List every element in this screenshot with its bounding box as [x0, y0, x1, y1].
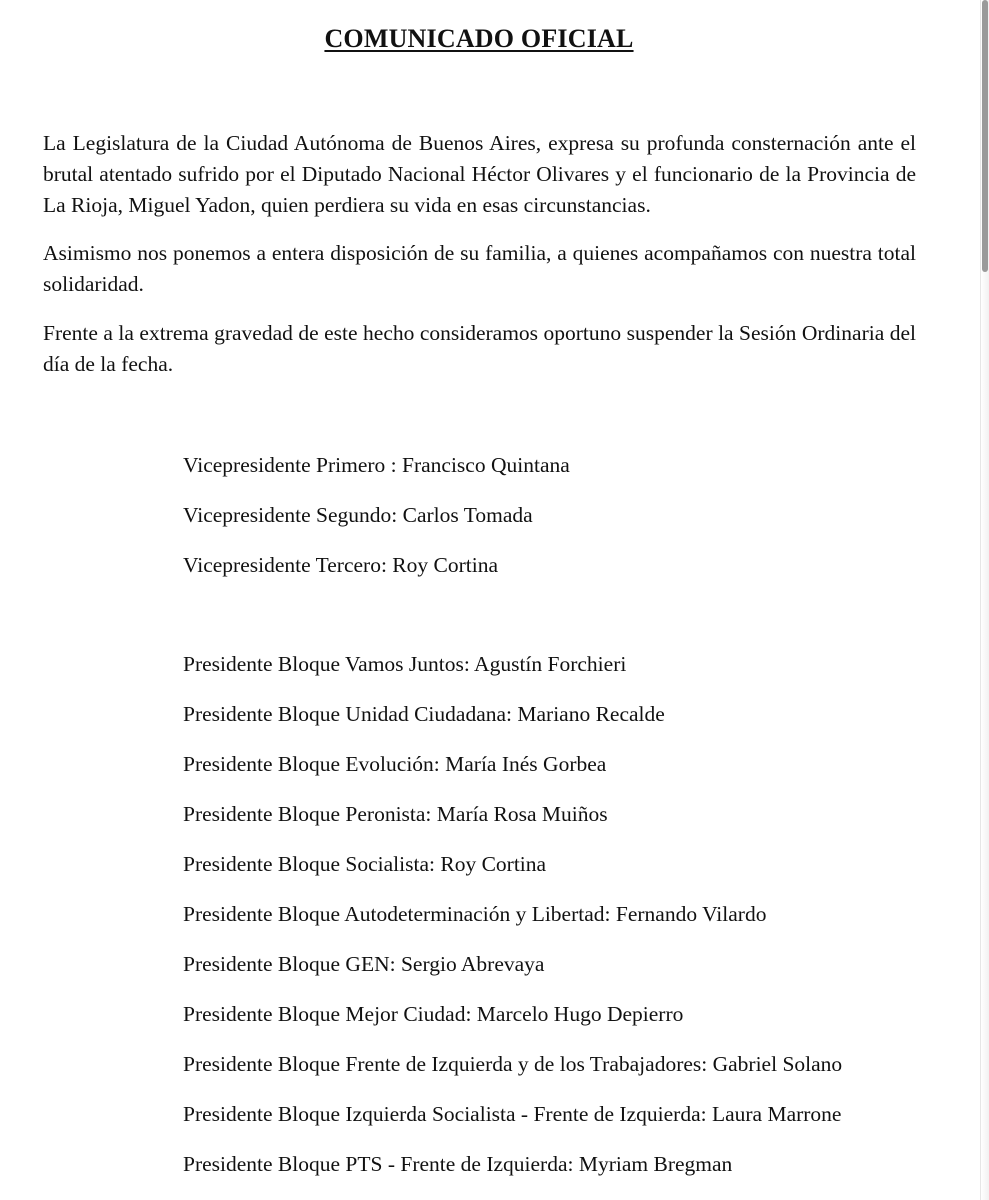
- bloc-president-izquierda-socialista: Presidente Bloque Izquierda Socialista - Frente de Izquierda: Laura Marrone: [183, 1102, 842, 1126]
- document-title: COMUNICADO OFICIAL: [324, 24, 634, 53]
- bloc-president-vamos-juntos: Presidente Bloque Vamos Juntos: Agustín Forchieri: [183, 652, 627, 676]
- vicepresident-first: Vicepresidente Primero : Francisco Quintana: [183, 453, 570, 477]
- vicepresident-second: Vicepresidente Segundo: Carlos Tomada: [183, 503, 533, 527]
- bloc-president-pts: Presidente Bloque PTS - Frente de Izquierda: Myriam Bregman: [183, 1152, 733, 1176]
- bloc-president-unidad-ciudadana: Presidente Bloque Unidad Ciudadana: Mariano Recalde: [183, 702, 665, 726]
- bloc-president-peronista: Presidente Bloque Peronista: María Rosa Muiños: [183, 802, 608, 826]
- bloc-president-evolucion: Presidente Bloque Evolución: María Inés Gorbea: [183, 752, 607, 776]
- paragraph-session-suspension: Frente a la extrema gravedad de este hecho consideramos oportuno suspender la Sesión Ordinaria del día de la fecha.: [43, 321, 916, 376]
- scrollbar-track[interactable]: [980, 0, 989, 1200]
- scrollbar-thumb[interactable]: [982, 0, 988, 272]
- bloc-president-socialista: Presidente Bloque Socialista: Roy Cortina: [183, 852, 547, 876]
- vicepresident-third: Vicepresidente Tercero: Roy Cortina: [183, 553, 499, 577]
- bloc-president-autodeterminacion: Presidente Bloque Autodeterminación y Libertad: Fernando Vilardo: [183, 902, 767, 926]
- bloc-president-mejor-ciudad: Presidente Bloque Mejor Ciudad: Marcelo Hugo Depierro: [183, 1002, 684, 1026]
- paragraph-condolence: La Legislatura de la Ciudad Autónoma de Buenos Aires, expresa su profunda consternación ante el brutal atentado sufrido por el Diputado Nacional Héctor Olivares y el funcionario de la Provincia de La Rioja, Miguel Yadon, quien perdiera su vida en esas circunstancias.: [43, 131, 916, 217]
- paragraph-solidarity: Asimismo nos ponemos a entera disposición de su familia, a quienes acompañamos con nuestra total solidaridad.: [43, 241, 916, 296]
- bloc-president-fit: Presidente Bloque Frente de Izquierda y de los Trabajadores: Gabriel Solano: [183, 1052, 843, 1076]
- bloc-president-gen: Presidente Bloque GEN: Sergio Abrevaya: [183, 952, 545, 976]
